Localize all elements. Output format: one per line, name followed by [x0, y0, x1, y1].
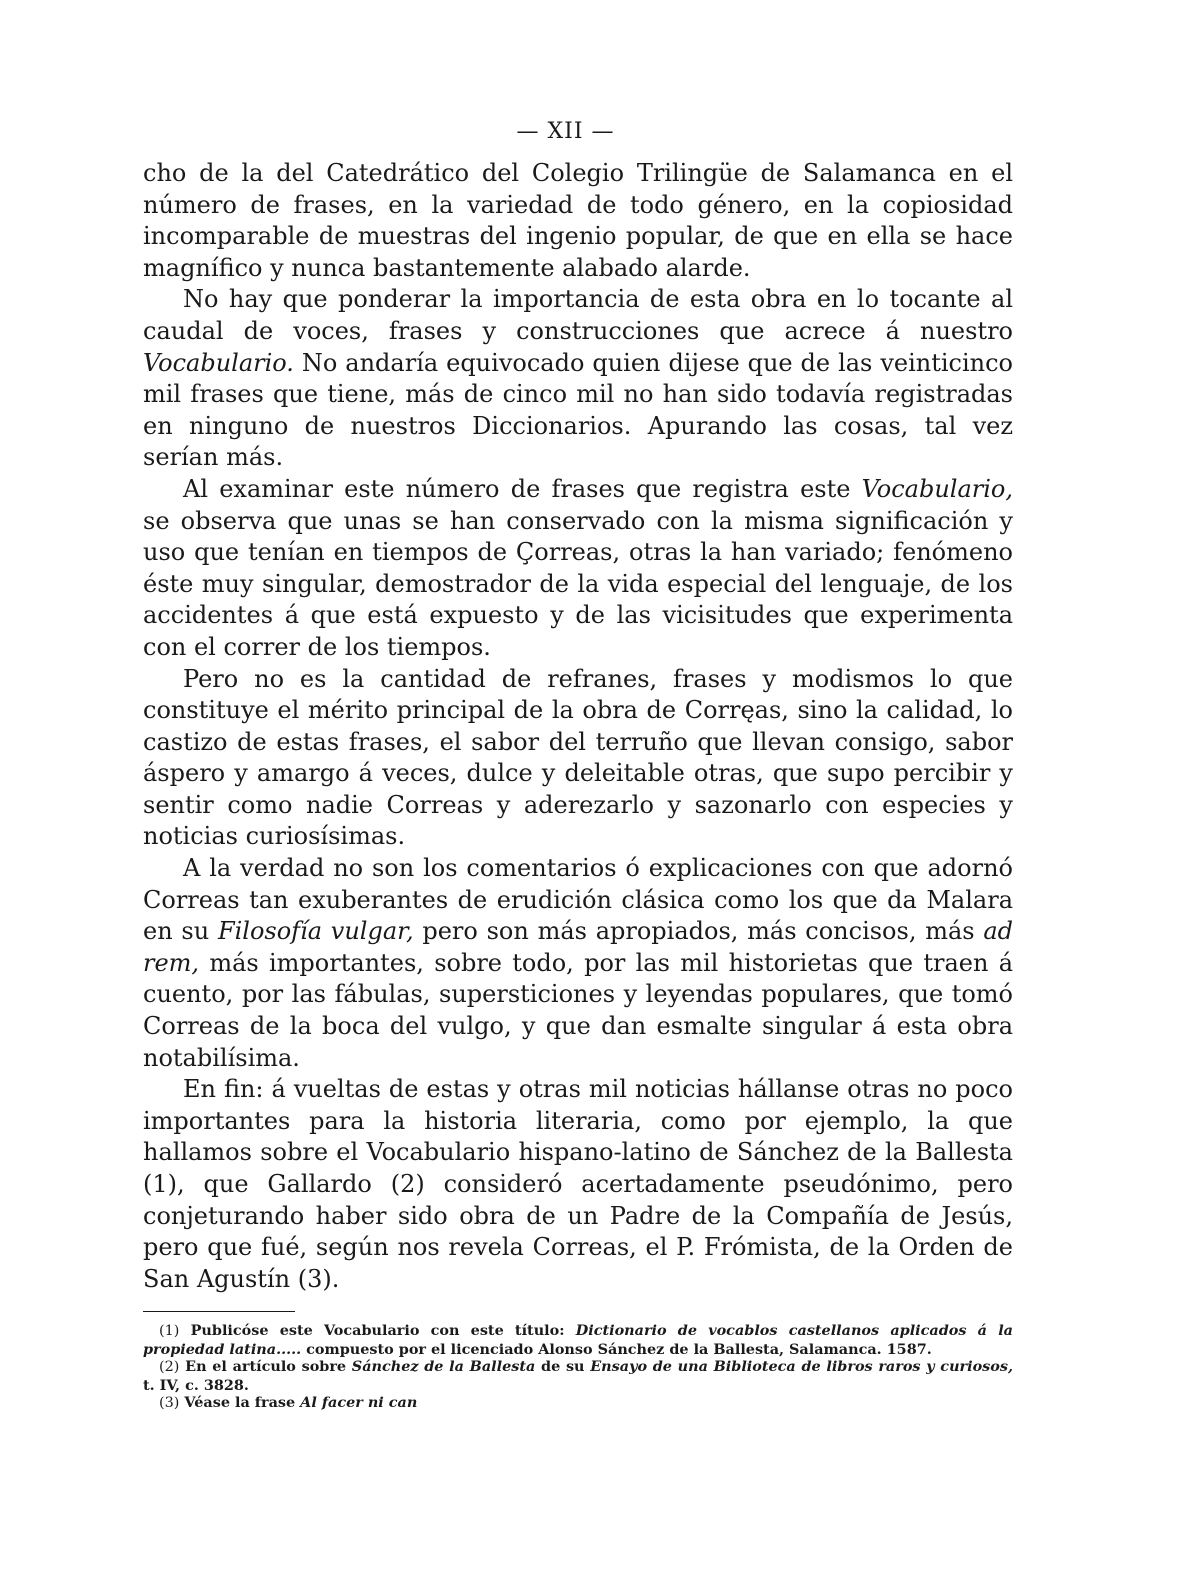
footnote-2-italic-2: Ensayo de una Biblioteca de libros raros y curiosos,	[590, 1358, 1013, 1376]
footnote-3	[143, 1394, 1013, 1413]
footnote-1-number: (1)	[159, 1323, 180, 1340]
paragraph-3	[143, 474, 1013, 664]
paragraph-1	[143, 158, 1013, 284]
footnote-2-number: (2)	[159, 1359, 180, 1376]
footnote-2	[143, 1358, 1013, 1394]
paragraph-4-text: Pero no es la cantidad de refranes, frases y modismos lo que constituye el mérito principal de la obra de Corręas, sino la calidad, lo castizo de estas frases, el sabor del terruño que llevan consigo, sabor áspero y amargo á veces, dulce y deleitable otras, que supo percibir y sentir como nadie Correas y aderezarlo y sazonarlo con especies y noticias curiosísimas.	[143, 664, 1013, 851]
paragraph-5-text-c: más importantes, sobre todo, por las mil historietas que traen á cuento, por las fábulas, supersticiones y leyendas populares, que tomó Correas de la boca del vulgo, y que dan esmalte singular á esta obra notabilísima.	[143, 948, 1013, 1072]
footnote-1-text-b: compuesto por el licenciado Alonso Sánchez de la Ballesta, Salamanca. 1587.	[301, 1340, 932, 1358]
paragraph-6	[143, 1074, 1013, 1295]
paragraph-5-italic-2: ad rem,	[143, 917, 1014, 977]
paragraph-5-text-b: pero son más apropiados, más concisos, más	[413, 917, 984, 946]
footnote-2-text-b: de su	[535, 1358, 591, 1376]
footnote-3-text-a: Véase la frase	[184, 1394, 301, 1412]
footnote-2-italic-1: Sánchez de la Ballesta	[351, 1358, 536, 1376]
paragraph-1-text: cho de la del Catedrático del Colegio Trilingüe de Salamanca en el número de frases, en la variedad de todo género, en la copiosidad incomparable de muestras del ingenio popular, de que en ella se hace magnífico y nunca bastantemente alabado alarde.	[143, 159, 1013, 282]
footnote-3-italic: Al facer ni can	[300, 1394, 418, 1412]
paragraph-3-text-b: se observa que unas se han conservado con la misma significación y uso que tenían en tiempos de Çorreas, otras la han variado; fenómeno éste muy singular, demostrador de la vida especial del lenguaje, de los accidentes á que está expuesto y de las vicisitudes que experimenta con el correr de los tiempos.	[143, 506, 1013, 661]
footnote-3-number: (3)	[159, 1395, 180, 1412]
page	[143, 118, 1013, 1413]
paragraph-6-text: En fin: á vueltas de estas y otras mil noticias hállanse otras no poco importantes para la historia literaria, como por ejemplo, la que hallamos sobre el Vocabulario hispano-latino de Sánchez de la Ballesta (1), que Gallardo (2) consideró acertadamente pseudónimo, pero conjeturando haber sido obra de un Padre de la Compañía de Jesús, pero que fué, según nos revela Correas, el P. Frómista, de la Orden de San Agustín (3).	[143, 1075, 1013, 1293]
footnote-1-text-a: Publicóse este Vocabulario con este título:	[190, 1322, 576, 1340]
paragraph-2	[143, 284, 1013, 474]
page-number: — XII —	[516, 119, 615, 144]
footnotes	[143, 1322, 1013, 1413]
paragraph-5-italic-1: Filosofía vulgar,	[217, 917, 414, 946]
footnote-2-text-c: t. IV, c. 3828.	[143, 1376, 249, 1394]
footnote-divider	[143, 1311, 295, 1312]
paragraph-5	[143, 853, 1013, 1074]
paragraph-2-italic: Vocabulario.	[143, 348, 294, 377]
footnote-1	[143, 1322, 1013, 1358]
paragraph-4	[143, 664, 1013, 854]
paragraph-5-text-a: A la verdad no son los comentarios ó explicaciones con que adornó Correas tan exuberantes de erudición clásica como los que da Malara en su	[143, 854, 1013, 946]
body-text	[143, 158, 1013, 1295]
footnote-2-text-a: En el artículo sobre	[185, 1358, 352, 1376]
paragraph-2-text-b: No andaría equivocado quien dijese que de las veinticinco mil frases que tiene, más de cinco mil no han sido todavía registradas en ninguno de nuestros Diccionarios. Apurando las cosas, tal vez serían más.	[143, 348, 1013, 472]
footnote-1-italic: Dictionario de vocablos castellanos aplicados á la propiedad latina.....	[143, 1322, 1014, 1358]
paragraph-3-text-a: Al examinar este número de frases que registra este	[183, 474, 862, 503]
paragraph-3-italic: Vocabulario,	[861, 474, 1013, 503]
paragraph-2-text-a: No hay que ponderar la importancia de esta obra en lo tocante al caudal de voces, frases y construcciones que acrece á nuestro	[143, 285, 1013, 345]
